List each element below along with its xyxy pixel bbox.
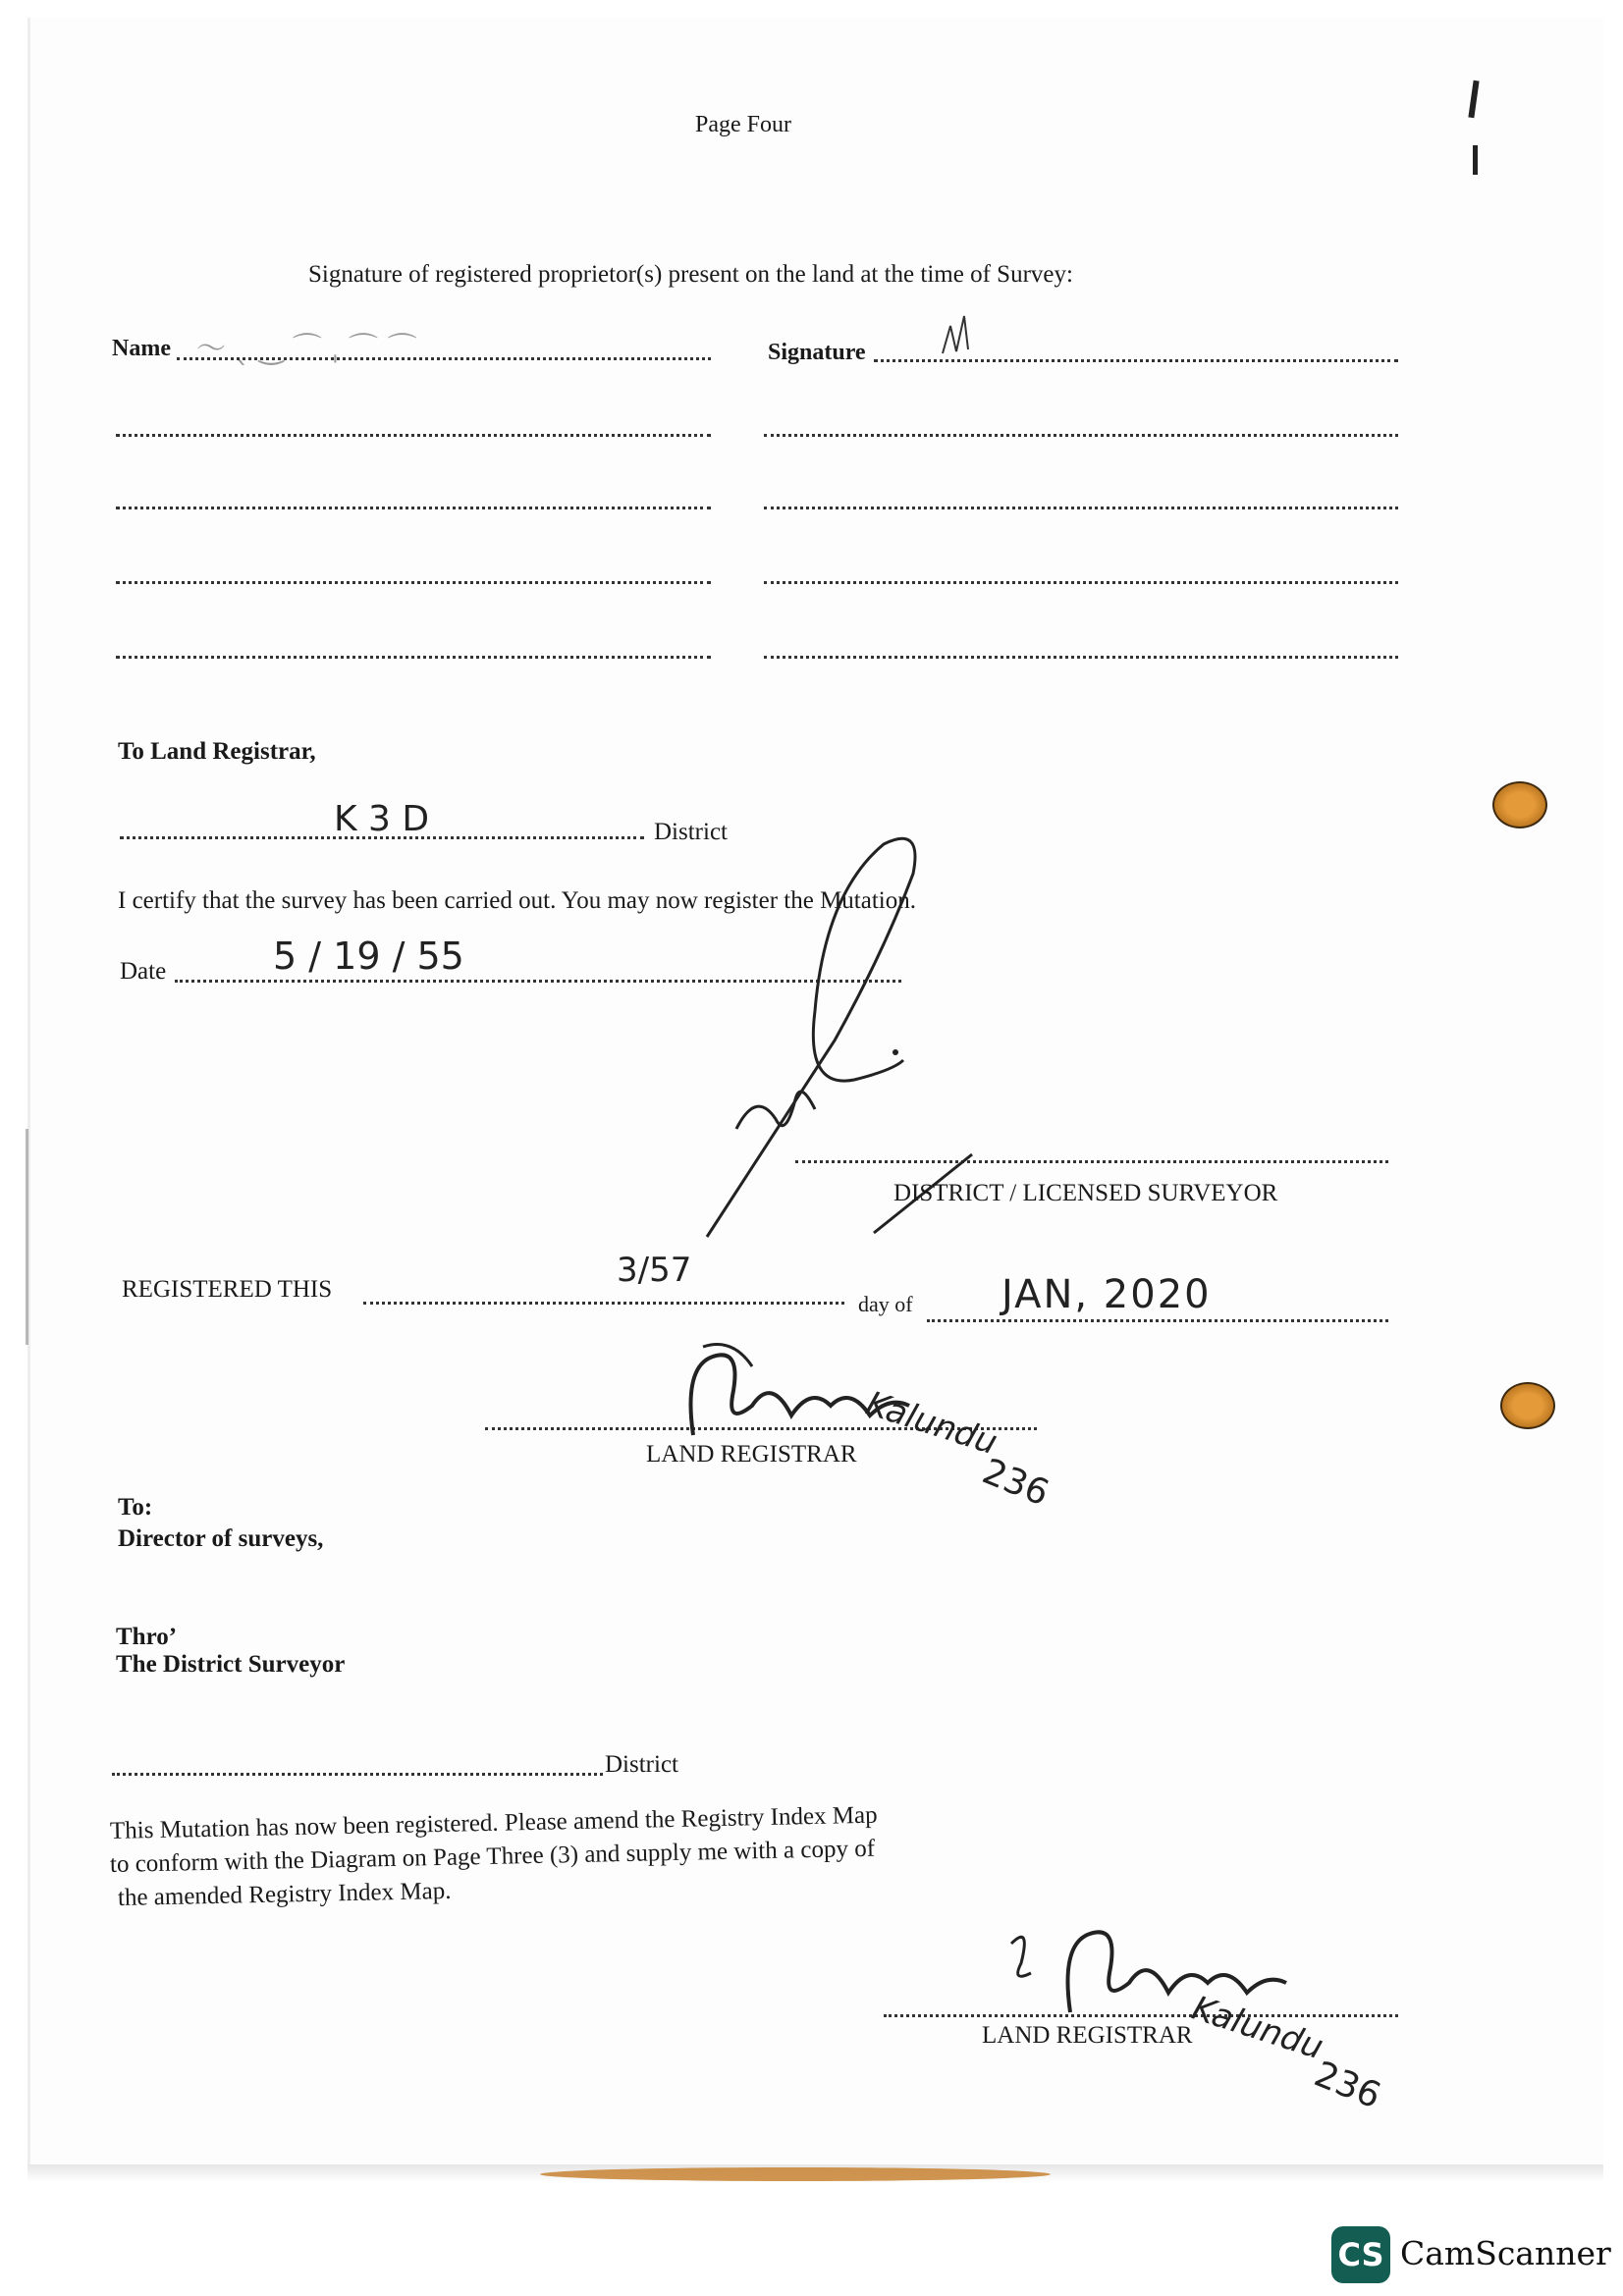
proprietor-signature bbox=[933, 304, 992, 363]
blank-name-line bbox=[116, 434, 711, 437]
district-label: District bbox=[654, 819, 728, 845]
registered-month-handwriting: JAN, 2020 bbox=[1001, 1272, 1212, 1317]
district-handwriting: K 3 D bbox=[334, 799, 430, 839]
registered-day-field bbox=[363, 1302, 844, 1305]
edge-mark bbox=[1473, 145, 1478, 175]
registered-day-handwriting: 3/57 bbox=[617, 1251, 692, 1290]
director-district-label: District bbox=[605, 1751, 678, 1778]
date-handwriting: 5 / 19 / 55 bbox=[273, 934, 464, 978]
mutation-body-line3: the amended Registry Index Map. bbox=[117, 1877, 452, 1911]
punch-hole bbox=[1492, 781, 1547, 828]
to-label: To: bbox=[118, 1494, 153, 1521]
certify-statement: I certify that the survey has been carried out. You may now register the Mutation. bbox=[118, 887, 916, 914]
final-registrar-signature bbox=[992, 1914, 1306, 2022]
blank-signature-line bbox=[764, 507, 1398, 509]
blank-signature-line bbox=[764, 656, 1398, 659]
director-of-surveys: Director of surveys, bbox=[118, 1525, 324, 1552]
to-land-registrar: To Land Registrar, bbox=[118, 738, 316, 765]
blank-signature-line bbox=[764, 434, 1398, 437]
date-label: Date bbox=[120, 958, 167, 985]
registrar-stamp-name: Kalundu bbox=[861, 1383, 1002, 1464]
blank-name-line bbox=[116, 656, 711, 659]
director-district-field bbox=[112, 1773, 603, 1776]
district-surveyor-label: The District Surveyor bbox=[116, 1651, 346, 1678]
final-stamp-name: Kalundu bbox=[1187, 1988, 1328, 2068]
day-of-label: day of bbox=[858, 1292, 913, 1316]
blank-signature-line bbox=[764, 581, 1398, 584]
signature-label: Signature bbox=[768, 340, 866, 365]
punch-hole bbox=[1500, 1382, 1555, 1429]
name-handwriting: 〜 ˎ ‿ ⌒ ˌ ⌒ ⌒ bbox=[196, 332, 417, 366]
registered-this-label: REGISTERED THIS bbox=[122, 1276, 333, 1303]
final-stamp-number: 236 bbox=[1308, 2054, 1386, 2117]
camscanner-name: CamScanner bbox=[1400, 2234, 1611, 2272]
page-bottom-stain bbox=[540, 2167, 1051, 2181]
final-land-registrar-label: LAND REGISTRAR bbox=[982, 2022, 1193, 2049]
thro-label: Thro’ bbox=[116, 1624, 178, 1650]
page-edge-shadow bbox=[26, 1129, 28, 1345]
proprietor-heading: Signature of registered proprietor(s) present on the land at the time of Survey: bbox=[308, 261, 1073, 288]
registered-month-field bbox=[927, 1319, 1388, 1322]
blank-name-line bbox=[116, 507, 711, 509]
camscanner-logo: CS bbox=[1331, 2226, 1390, 2283]
blank-name-line bbox=[116, 581, 711, 584]
registrar-stamp-number: 236 bbox=[976, 1451, 1055, 1515]
surveyor-label: DISTRICT / LICENSED SURVEYOR bbox=[893, 1180, 1278, 1206]
mutation-body-line1: This Mutation has now been registered. Please amend the Registry Index Map bbox=[109, 1801, 878, 1844]
land-registrar-label: LAND REGISTRAR bbox=[646, 1441, 857, 1468]
page-label: Page Four bbox=[695, 112, 791, 137]
mutation-body-line2: to conform with the Diagram on Page Three (3) and supply me with a copy of bbox=[109, 1835, 876, 1878]
name-label: Name bbox=[112, 336, 171, 361]
